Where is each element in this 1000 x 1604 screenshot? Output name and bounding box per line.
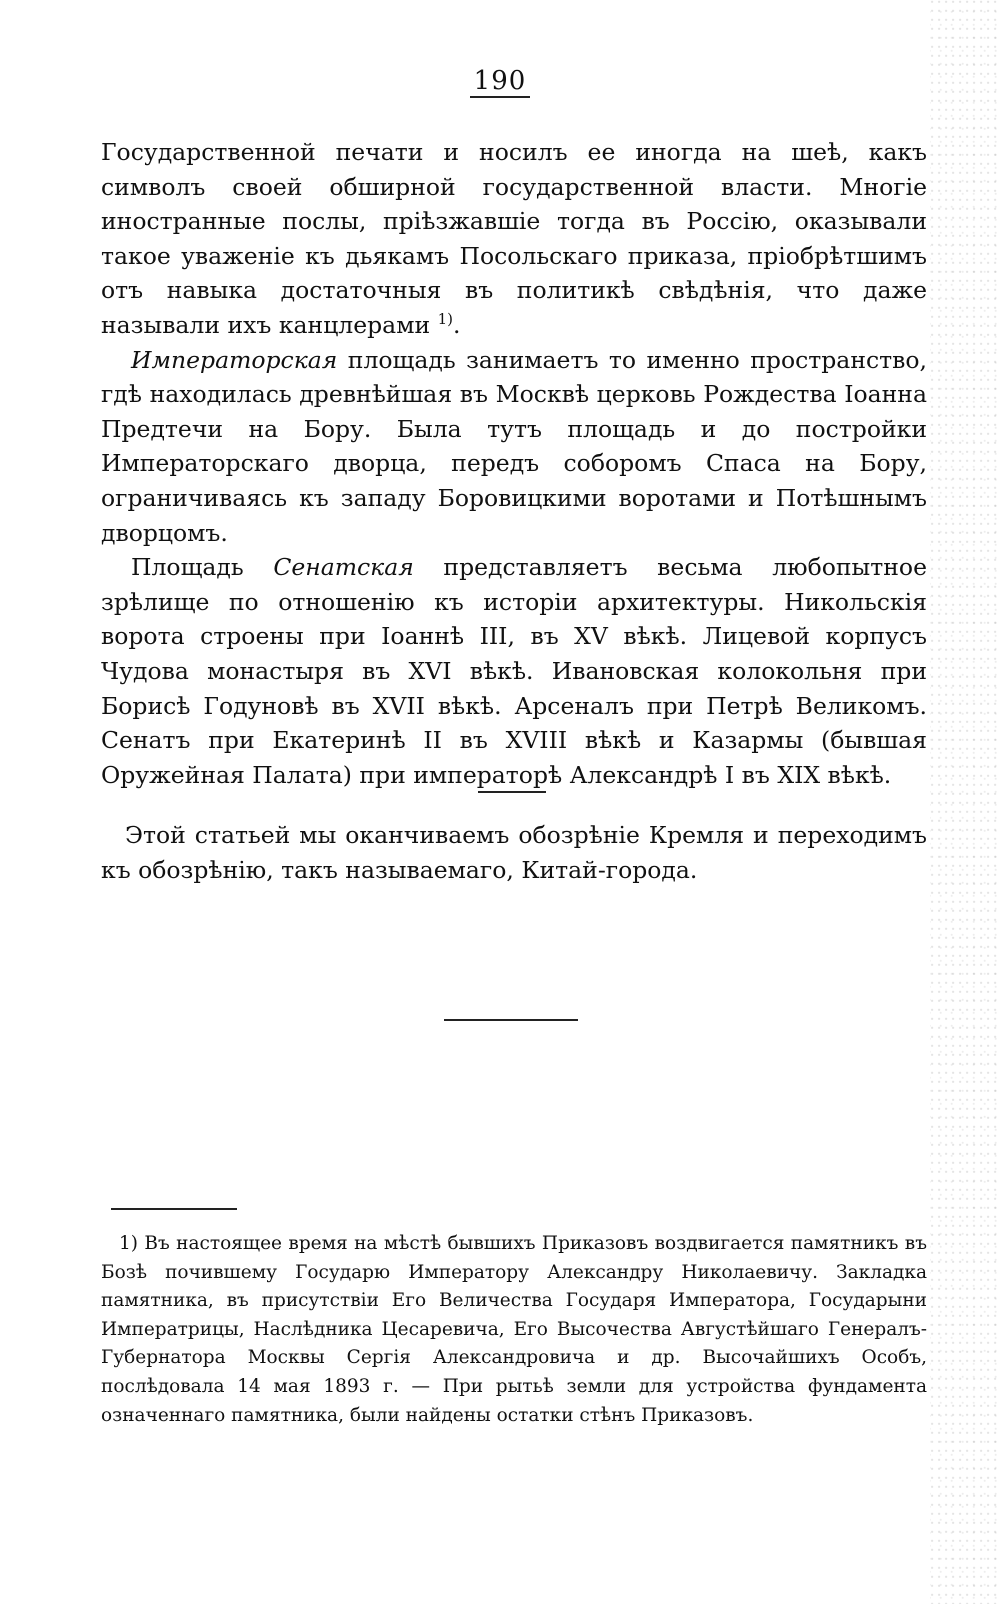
footnote-marker[interactable]: 1) [437,310,454,329]
footnote-text: 1) Въ настоящее время на мѣстѣ бывшихъ Приказовъ воздвигается памятникъ въ Бозѣ почившему Государю Императору Александру Николаевичу. Закладка памятника, въ присутствіи Его Величества Государя Императора, Государыни Императрицы, Наслѣдника Цесаревича, Его Высочества Августѣйшаго Генералъ-Губернатора Москвы Сергія Александровича и др. Высочайшихъ Особъ, послѣдовала 14 мая 1893 г. — При рытьѣ земли для устройства фундамента означеннаго памятника, были найдены остатки стѣнъ Приказовъ. [101,1233,927,1426]
paragraph-1-text: Государственной печати и носилъ ее иногда на шеѣ, какъ символъ своей обширной государственной власти. Многіе иностранные послы, пріѣзжавшіе тогда въ Россію, оказывали такое уваженіе къ дьякамъ Посольскаго приказа, пріобрѣтшимъ отъ навыка достаточныя въ политикѣ свѣдѣнія, что даже называли ихъ канцлерами [101,138,927,339]
main-text [101,135,927,792]
footnote [101,1230,927,1430]
scan-edge-noise [930,0,1000,1604]
paragraph-3-prefix: Площадь [131,553,274,582]
italic-term-imperatorskaya: Императорская [131,345,338,374]
paragraph-3 [101,550,927,792]
paragraph-2-text: площадь занимаетъ то именно пространство, гдѣ находилась древнѣйшая въ Москвѣ церковь Рождества Іоанна Предтечи на Бору. Была тутъ площадь и до постройки Императорскаго дворца, передъ соборомъ Спаса на Бору, ограничиваясь къ западу Боровицкими воротами и Потѣшнымъ дворцомъ. [101,345,927,547]
italic-term-senatskaya: Сенатская [273,553,414,582]
closing-text: Этой статьей мы оканчиваемъ обозрѣніе Кремля и переходимъ къ обозрѣнію, такъ называемаго, Китай-города. [101,821,927,884]
page-number-text: 190 [470,66,531,98]
footnote-rule [111,1208,237,1210]
end-divider [444,1019,578,1021]
closing-paragraph [101,818,927,887]
section-divider [478,791,546,793]
paragraph-1 [101,135,927,343]
paragraph-2 [101,343,927,551]
paragraph-1-end: . [453,310,461,339]
paragraph-3-text: представляетъ весьма любопытное зрѣлище по отношенію къ исторіи архитектуры. Никольскія ворота строены при Іоаннѣ III, въ XV вѣкѣ. Лицевой корпусъ Чудова монастыря въ XVI вѣкѣ. Ивановская колокольня при Борисѣ Годуновѣ въ XVII вѣкѣ. Арсеналъ при Петрѣ Великомъ. Сенатъ при Екатеринѣ II въ XVIII вѣкѣ и Казармы (бывшая Оружейная Палата) при императорѣ Александрѣ I въ XIX вѣкѣ. [101,553,927,789]
page-number [0,66,1000,96]
